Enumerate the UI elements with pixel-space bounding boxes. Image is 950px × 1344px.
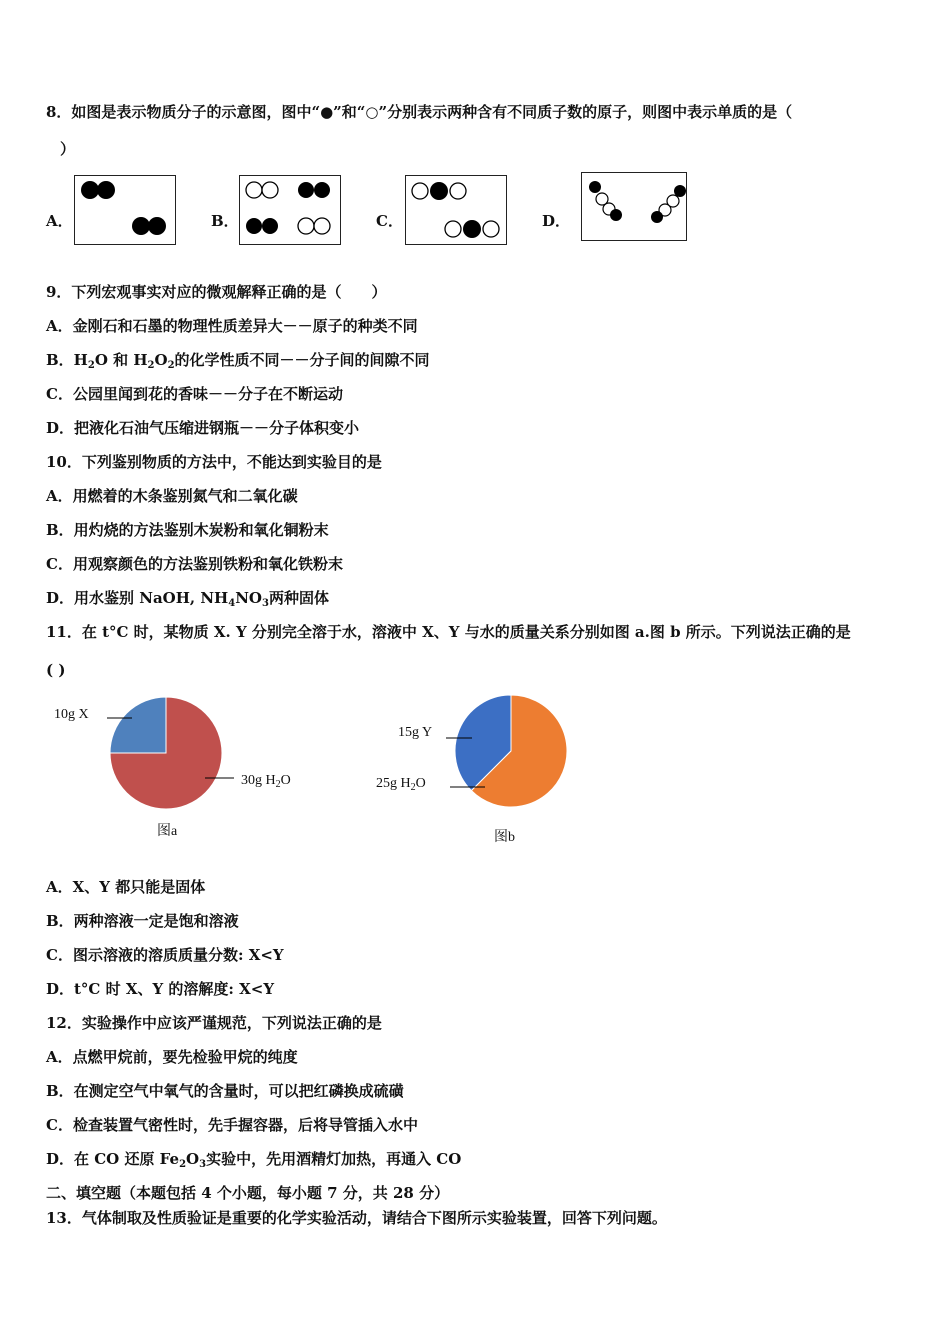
molecule-diagram-c <box>406 176 506 244</box>
q11-option-d: D．t°C 时 X、Y 的溶解度: X<Y <box>46 980 275 998</box>
q10-stem: 10．下列鉴别物质的方法中，不能达到实验目的是 <box>46 453 382 471</box>
pie-a-label-x: 10g X <box>54 707 89 722</box>
q12-stem: 12．实验操作中应该严谨规范，下列说法正确的是 <box>46 1014 382 1032</box>
q8-option-d-label: D． <box>542 212 571 230</box>
pie-a-caption: 图a <box>157 824 178 839</box>
q8-stem-line1: 8．如图是表示物质分子的示意图，图中“●”和“○”分别表示两种含有不同质子数的原子，则图中表示单质的是（ <box>46 103 793 121</box>
q12-option-c: C．检查装置气密性时，先手握容器，后将导管插入水中 <box>46 1116 418 1134</box>
molecule-diagram-d <box>582 173 686 240</box>
q12-option-b: B．在测定空气中氧气的含量时，可以把红磷换成硫磺 <box>46 1082 404 1100</box>
q10-option-c: C．用观察颜色的方法鉴别铁粉和氧化铁粉末 <box>46 555 343 573</box>
q11-stem-line1: 11．在 t°C 时，某物质 X. Y 分别完全溶于水，溶液中 X、Y 与水的质量关系分别如图 a.图 b 所示。下列说法正确的是 <box>46 623 851 641</box>
q9-option-a: A．金刚石和石墨的物理性质差异大－－原子的种类不同 <box>46 317 418 335</box>
q8-option-c-label: C． <box>376 212 403 230</box>
q10-option-a: A．用燃着的木条鉴别氮气和二氧化碳 <box>46 487 298 505</box>
pie-b-label-water: 25g $H_2O$ <box>376 776 426 793</box>
q8-option-a-diagram <box>74 175 176 245</box>
q12-option-a: A．点燃甲烷前，要先检验甲烷的纯度 <box>46 1048 298 1066</box>
q8-stem-line2: ） <box>60 140 76 158</box>
pie-b-caption: 图b <box>494 830 515 845</box>
q8-option-c-diagram <box>405 175 507 245</box>
q8-option-b-label: B． <box>211 212 239 230</box>
q10-option-b: B．用灼烧的方法鉴别木炭粉和氧化铜粉末 <box>46 521 329 539</box>
q9-stem: 9．下列宏观事实对应的微观解释正确的是（ ） <box>46 283 387 301</box>
pie-a-label-water: 30g $H_2O$ <box>241 773 291 790</box>
q11-stem-line2: ( ) <box>46 661 66 679</box>
q12-option-d: D．在 CO 还原 $Fe_2O_3$实验中，先用酒精灯加热，再通入 CO <box>46 1150 462 1170</box>
pie-chart-b <box>370 685 590 820</box>
section-2-heading: 二、填空题（本题包括 4 个小题，每小题 7 分，共 28 分） <box>46 1184 450 1202</box>
q8-option-d-diagram <box>581 172 687 241</box>
molecule-diagram-b <box>240 176 340 244</box>
q11-option-b: B．两种溶液一定是饱和溶液 <box>46 912 239 930</box>
q8-option-b-diagram <box>239 175 341 245</box>
q9-option-d: D．把液化石油气压缩进钢瓶－－分子体积变小 <box>46 419 360 437</box>
pie-a-slice-x <box>110 697 166 753</box>
q8-option-a-label: A． <box>46 212 73 230</box>
q11-option-a: A．X、Y 都只能是固体 <box>46 878 206 896</box>
molecule-diagram-a <box>75 176 175 244</box>
q10-option-d: D．用水鉴别 NaOH, $NH_4NO_3$两种固体 <box>46 589 329 609</box>
q13-stem: 13．气体制取及性质验证是重要的化学实验活动，请结合下图所示实验装置，回答下列问题。 <box>46 1209 667 1227</box>
q11-option-c: C．图示溶液的溶质质量分数: X<Y <box>46 946 284 964</box>
q9-option-b: B．$H_2O$ 和 $H_2O_2$的化学性质不同－－分子间的间隙不同 <box>46 351 430 371</box>
q9-option-c: C．公园里闻到花的香味－－分子在不断运动 <box>46 385 343 403</box>
pie-b-label-y: 15g Y <box>398 725 433 740</box>
